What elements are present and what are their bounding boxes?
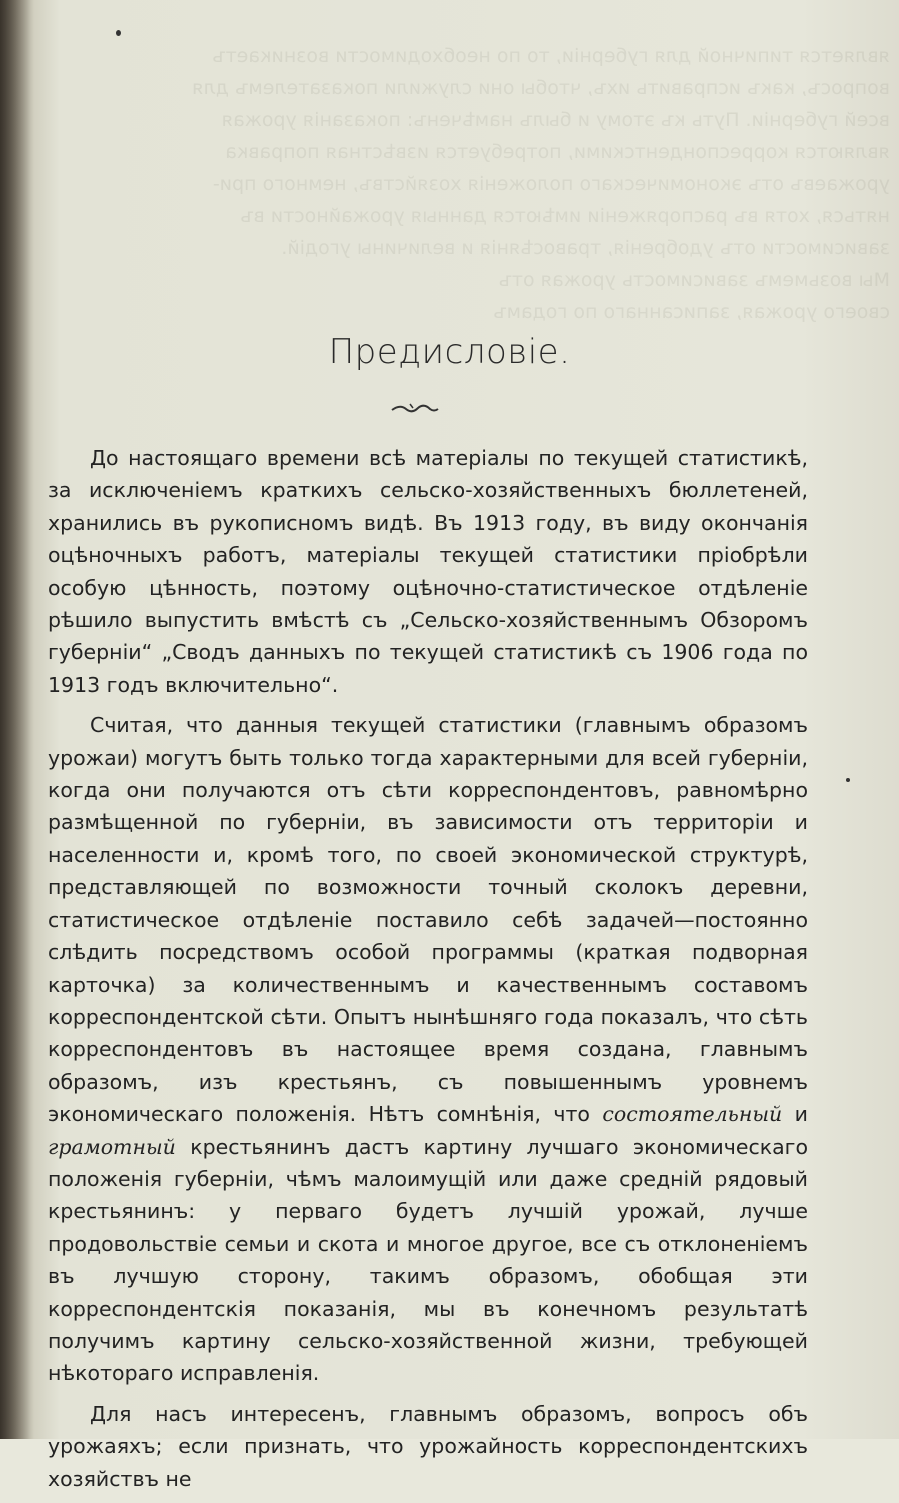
- speck-mark: [116, 30, 121, 36]
- speck-mark: [846, 778, 850, 782]
- bleed-line: няться, хотя въ распоряженіи имѣются данныя урожайности въ: [240, 205, 890, 227]
- bleed-line: является типичной для губерніи, то по необходимости возникаетъ: [212, 45, 890, 67]
- bleed-line: своего урожая, записаннаго по годамъ: [493, 301, 890, 323]
- page-title: Предисловіе.: [328, 332, 571, 372]
- italic-word-gramotny: грамотный: [48, 1134, 176, 1159]
- book-spine-shadow: [0, 0, 34, 1439]
- bleed-line: зависимости отъ удобренія, травосѣянія и величины угодій.: [281, 237, 890, 259]
- paragraph-3: Для насъ интересенъ, главнымъ образомъ, вопросъ объ урожаяхъ; если признать, что урожайность корреспондентскихъ хозяйствъ не: [48, 1401, 808, 1491]
- bleed-line: урожаевъ отъ экономическаго положенія хозяйствъ, немного при-: [212, 173, 890, 195]
- bleed-line: вопросъ, какъ исправить ихъ, чтобы они служили показателемъ для: [192, 77, 890, 99]
- bleed-line: являются корреспондентскими, потребуется извѣстная поправка: [225, 141, 890, 163]
- paragraph-2: [48, 709, 808, 1390]
- paragraph-2-text-a: Считая, что данныя текущей статистики (главнымъ образомъ урожаи) могутъ быть только тогда характерными для всей губерніи, когда они получаются отъ сѣти корреспондентовъ, равномѣрно размѣщенной по губерніи, въ зависимости отъ территоріи и населенности и, кромѣ того, по своей экономической структурѣ, представляющей по возможности точный сколокъ деревни, статистическое отдѣленіе поставило себѣ задачей—постоянно слѣдить посредствомъ особой программы (краткая подворная карточка) за количественнымъ и качественнымъ составомъ корреспондентской сѣти. Опытъ нынѣшняго года показалъ, что сѣть корреспондентовъ въ настоящее время создана, главнымъ образомъ, изъ крестьянъ, съ повышеннымъ уровнемъ экономическаго положенія. Нѣтъ сомнѣнія, что: [48, 713, 808, 1127]
- paragraph-2-text-c: крестьянинъ дастъ картину лучшаго экономическаго положенія губерніи, чѣмъ малоимущій или даже средній рядовый крестьянинъ: у перваго будетъ лучшій урожай, лучше продовольствіе семьи и скота и многое другое, все съ отклоненіемъ въ лучшую сторону, такимъ образомъ, обобщая эти корреспондентскія показанія, мы въ конечномъ результатѣ получимъ картину сельско-хозяйственной жизни, требующей нѣкотораго исправленія.: [48, 1134, 808, 1386]
- italic-word-sostoyatelny: состоятельный: [602, 1102, 783, 1127]
- bleed-line: всей губерніи. Путь къ этому и былъ намѣченъ: показанія урожая: [221, 109, 890, 131]
- body-text: [48, 442, 808, 1503]
- title-ornament: [390, 398, 440, 418]
- bleed-line: Мы возьмемъ зависимость урожая отъ: [498, 269, 890, 291]
- bleed-through-text: [90, 40, 890, 360]
- paragraph-2-text-b: и: [794, 1102, 808, 1127]
- paragraph-1: До настоящаго времени всѣ матеріалы по текущей статистикѣ, за исключеніемъ краткихъ сельско-хозяйственныхъ бюллетеней, хранились въ рукописномъ видѣ. Въ 1913 году, въ виду окончанія оцѣночныхъ работъ, матеріалы текущей статистики пріобрѣли особую цѣнность, поэтому оцѣночно-статистическое отдѣленіе рѣшило выпустить вмѣстѣ съ „Сельско-хозяйственнымъ Обзоромъ губерніи“ „Сводъ данныхъ по текущей статистикѣ съ 1906 года по 1913 годъ включительно“.: [48, 446, 808, 697]
